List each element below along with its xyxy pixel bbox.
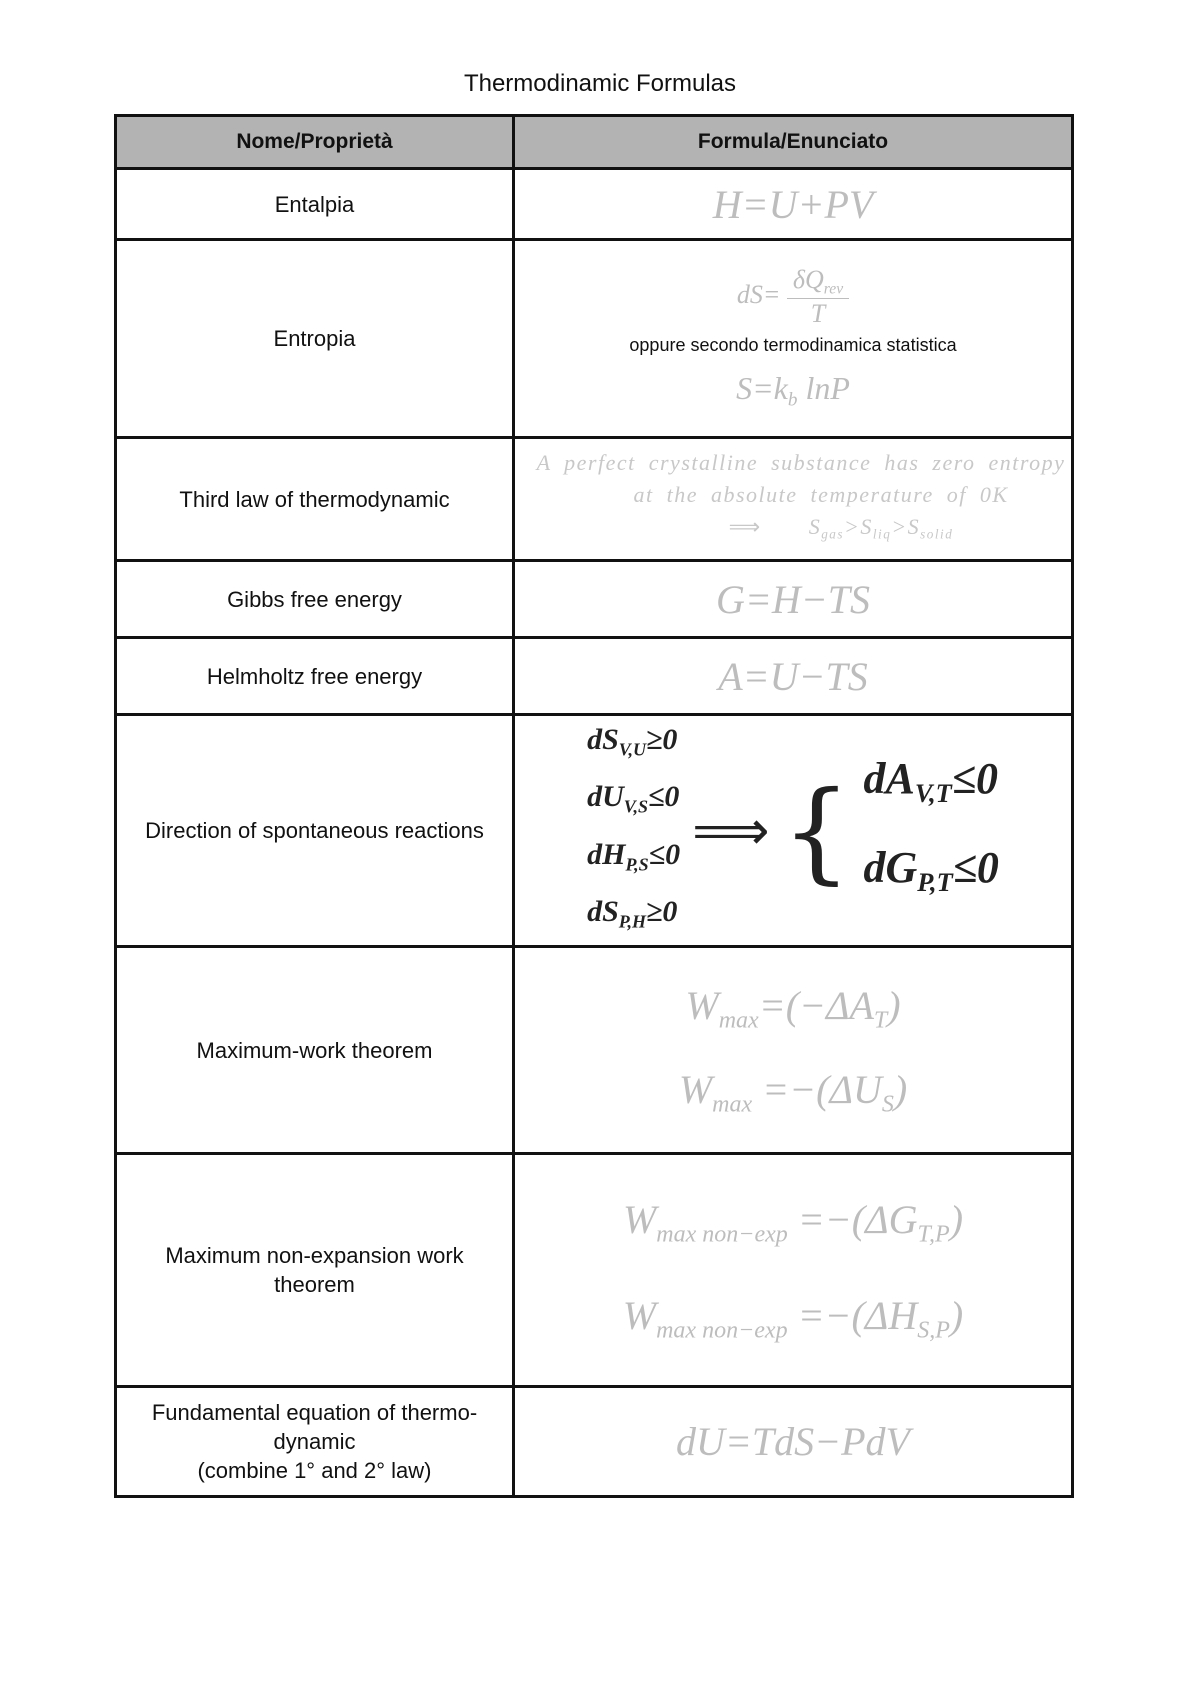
third-law-line1: A perfect crystalline substance has zero entropy bbox=[536, 450, 1066, 476]
row-formula bbox=[514, 240, 1073, 438]
third-law-inequality: ⟹ $S_{gas}>S_{liq}>S_{solid}$ bbox=[728, 514, 954, 542]
conditions-right: $dA_{V,T}\le 0$ $dG_{P,T}\le 0$ bbox=[863, 754, 999, 897]
row-formula bbox=[514, 1387, 1073, 1497]
conditions-left: $dS_{V,U}\ge 0$ $dU_{V,S}\le 0$ $dH_{P,S}\le 0$ $dS_{P,H}\ge 0$ bbox=[587, 723, 681, 932]
boltzmann-formula: $S=k_b$ lnP bbox=[736, 370, 850, 412]
table-row bbox=[116, 947, 1073, 1154]
spontaneity-conditions bbox=[515, 716, 1071, 945]
row-formula bbox=[514, 561, 1073, 638]
header-formula: Formula/Enunciato bbox=[514, 116, 1073, 169]
table-header-row bbox=[116, 116, 1073, 169]
table-row bbox=[116, 169, 1073, 240]
header-name: Nome/Proprietà bbox=[116, 116, 514, 169]
third-law-line2: at the absolute temperature of 0K bbox=[633, 482, 1009, 508]
formula-table bbox=[114, 114, 1074, 1498]
table-row bbox=[116, 638, 1073, 715]
row-name: Helmholtz free energy bbox=[116, 638, 514, 715]
table-row bbox=[116, 240, 1073, 438]
table-row bbox=[116, 438, 1073, 561]
page-title: Thermodinamic Formulas bbox=[463, 70, 737, 97]
implies-arrow-icon: ⟹ bbox=[728, 515, 762, 541]
row-formula bbox=[514, 715, 1073, 947]
row-name: Maximum non-expansion work theorem bbox=[116, 1154, 514, 1387]
row-formula bbox=[514, 438, 1073, 561]
table-row bbox=[116, 715, 1073, 947]
fundamental-formula: dU=TdS−PdV bbox=[676, 1419, 910, 1465]
row-name: Gibbs free energy bbox=[116, 561, 514, 638]
non-expansion-formula-2: $W_{max non-exp} =-(\Delta H_{S,P})$ bbox=[622, 1293, 964, 1344]
max-work-formula-1: $W_{max}=(-\Delta A_T)$ bbox=[685, 982, 901, 1034]
row-name: Third law of thermodynamic bbox=[116, 438, 514, 561]
table-row bbox=[116, 1387, 1073, 1497]
enthalpy-formula: H=U+PV bbox=[712, 181, 874, 227]
row-name: Maximum-work theorem bbox=[116, 947, 514, 1154]
row-name: Entropia bbox=[116, 240, 514, 438]
helmholtz-formula: A=U−TS bbox=[718, 653, 868, 699]
implies-arrow-icon: ⟹ bbox=[692, 799, 770, 863]
max-work-formula-2: $W_{max} =-(\Delta U_S)$ bbox=[678, 1067, 908, 1118]
row-formula bbox=[514, 638, 1073, 715]
left-brace-icon: { bbox=[781, 766, 852, 895]
entropy-formula: dS= $\frac{\delta Q_{rev}}{T}$ bbox=[515, 265, 1071, 329]
row-formula bbox=[514, 947, 1073, 1154]
row-formula bbox=[514, 1154, 1073, 1387]
row-name: Entalpia bbox=[116, 169, 514, 240]
table-row bbox=[116, 1154, 1073, 1387]
row-name: Direction of spontaneous reactions bbox=[116, 715, 514, 947]
entropy-note: oppure secondo termodinamica statistica bbox=[629, 335, 957, 356]
table-row bbox=[116, 561, 1073, 638]
row-name: Fundamental equation of thermo- dynamic (combine 1° and 2° law) bbox=[116, 1387, 514, 1497]
gibbs-formula: G=H−TS bbox=[715, 576, 870, 622]
row-formula bbox=[514, 169, 1073, 240]
non-expansion-formula-1: $W_{max non-exp} =-(\Delta G_{T,P})$ bbox=[622, 1196, 964, 1248]
fraction: $\frac{\delta Q_{rev}}{T}$ bbox=[787, 265, 849, 329]
